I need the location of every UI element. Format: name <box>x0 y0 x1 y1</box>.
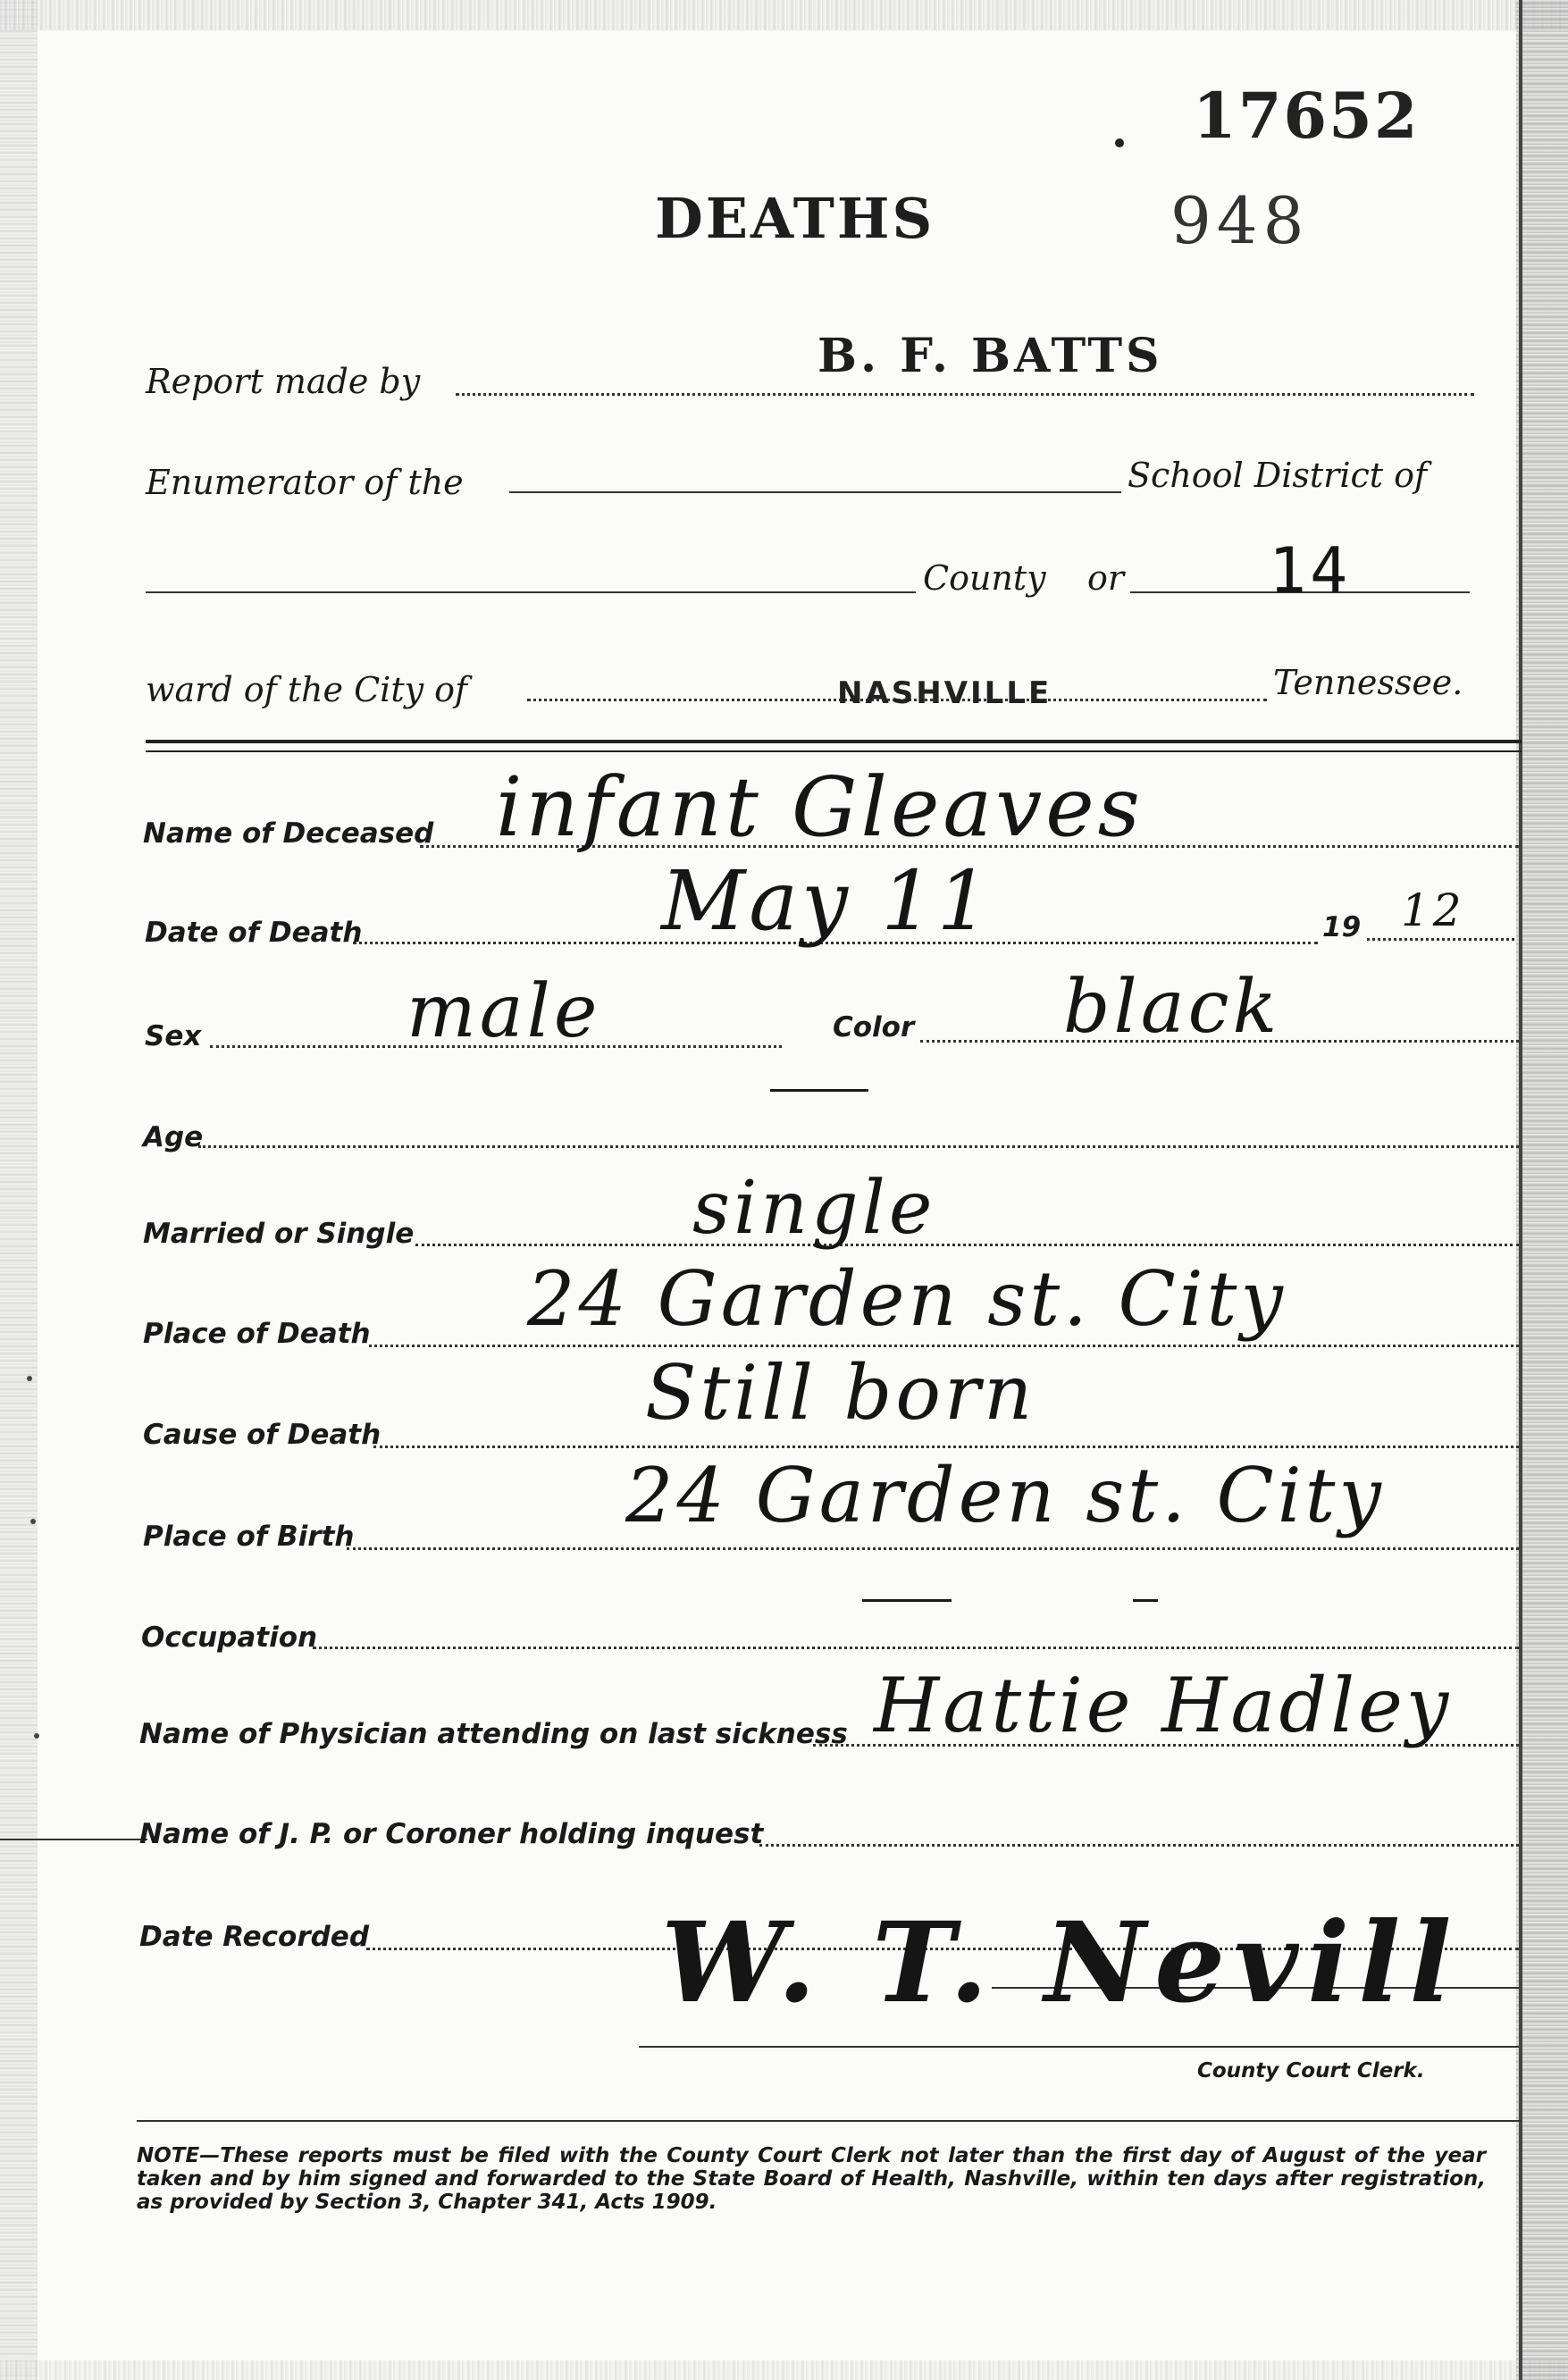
coroner-left-stroke <box>0 1839 147 1840</box>
scan-speck <box>30 1519 36 1524</box>
physician-label: Name of Physician attending on last sickness <box>139 1718 848 1750</box>
or-label: or <box>1087 558 1125 598</box>
place-of-birth-label: Place of Birth <box>143 1521 355 1553</box>
signature-line <box>639 2046 1519 2048</box>
cause-of-death-label: Cause of Death <box>143 1419 382 1451</box>
place-of-birth-line <box>347 1547 1519 1550</box>
report-made-by-line <box>456 393 1474 396</box>
marital-line <box>415 1244 1519 1246</box>
age-label: Age <box>143 1121 204 1153</box>
date-recorded-label: Date Recorded <box>139 1921 370 1953</box>
year-line <box>1367 938 1514 941</box>
place-of-birth-value: 24 Garden st. City <box>625 1452 1385 1539</box>
age-dash-mark <box>770 1089 868 1092</box>
ward-of-city-label: ward of the City of <box>146 670 468 709</box>
occupation-dash-mark <box>862 1599 952 1602</box>
serial-number: 17652 <box>1193 79 1420 153</box>
occupation-dash-mark-small <box>1133 1599 1158 1602</box>
scan-edge-left <box>0 0 38 2380</box>
state-label: Tennessee. <box>1273 663 1463 702</box>
section-rule-thin <box>146 750 1522 752</box>
record-number: 948 <box>1170 183 1310 258</box>
date-of-death-value: May 11 <box>661 853 994 949</box>
age-line <box>198 1145 1519 1148</box>
scan-edge-top <box>0 0 1568 30</box>
year-prefix: 19 <box>1322 911 1362 943</box>
county-label: County <box>923 558 1046 598</box>
name-of-deceased-label: Name of Deceased <box>143 817 434 850</box>
occupation-line <box>313 1647 1519 1649</box>
physician-value: Hattie Hadley <box>874 1662 1453 1749</box>
marital-status-value: single <box>692 1166 936 1251</box>
cause-line <box>373 1446 1519 1448</box>
ward-number: 14 <box>1269 534 1352 608</box>
enumerator-line <box>509 491 1121 493</box>
page-title: DEATHS <box>655 186 935 251</box>
name-of-deceased-value: infant Gleaves <box>496 759 1144 855</box>
city-value: NASHVILLE <box>837 675 1052 711</box>
footer-rule <box>137 2120 1522 2122</box>
date-of-death-label: Date of Death <box>145 917 363 949</box>
scan-edge-right <box>1516 0 1568 2380</box>
occupation-label: Occupation <box>141 1622 318 1654</box>
color-label: Color <box>833 1011 915 1043</box>
marital-status-label: Married or Single <box>143 1218 415 1250</box>
place-of-death-label: Place of Death <box>143 1318 371 1350</box>
scan-speck <box>34 1733 39 1739</box>
clerk-title: County Court Clerk. <box>1197 2059 1425 2082</box>
scan-speck <box>27 1376 32 1381</box>
year-suffix: 12 <box>1401 884 1465 936</box>
sex-value: male <box>407 969 601 1054</box>
color-value: black <box>1063 965 1281 1050</box>
section-rule-thick <box>146 740 1522 743</box>
place-of-death-line <box>369 1345 1519 1347</box>
report-made-by-label: Report made by <box>146 362 421 401</box>
scan-edge-bottom <box>0 2360 1568 2380</box>
school-district-label: School District of <box>1128 456 1428 495</box>
place-of-death-value: 24 Garden st. City <box>527 1255 1287 1343</box>
filing-note: NOTE—These reports must be filed with the County Court Clerk not later than the first day of August of the year taken and by him signed and forwarded to the State Board of Health, Nashville, within ten days after registration, as provided by Section 3, Chapter 341, Acts 1909. <box>137 2144 1486 2214</box>
sex-label: Sex <box>145 1020 202 1052</box>
clerk-signature: W. T. Nevill <box>661 1898 1461 2028</box>
coroner-label: Name of J. P. or Coroner holding inquest <box>139 1818 764 1850</box>
cause-of-death-value: Still born <box>645 1349 1036 1437</box>
report-made-by-value: B. F. BATTS <box>818 329 1163 383</box>
enumerator-label: Enumerator of the <box>146 463 464 502</box>
county-line <box>146 591 916 593</box>
serial-dot <box>1115 138 1124 147</box>
page-right-border <box>1519 0 1522 2380</box>
coroner-line <box>759 1844 1519 1847</box>
